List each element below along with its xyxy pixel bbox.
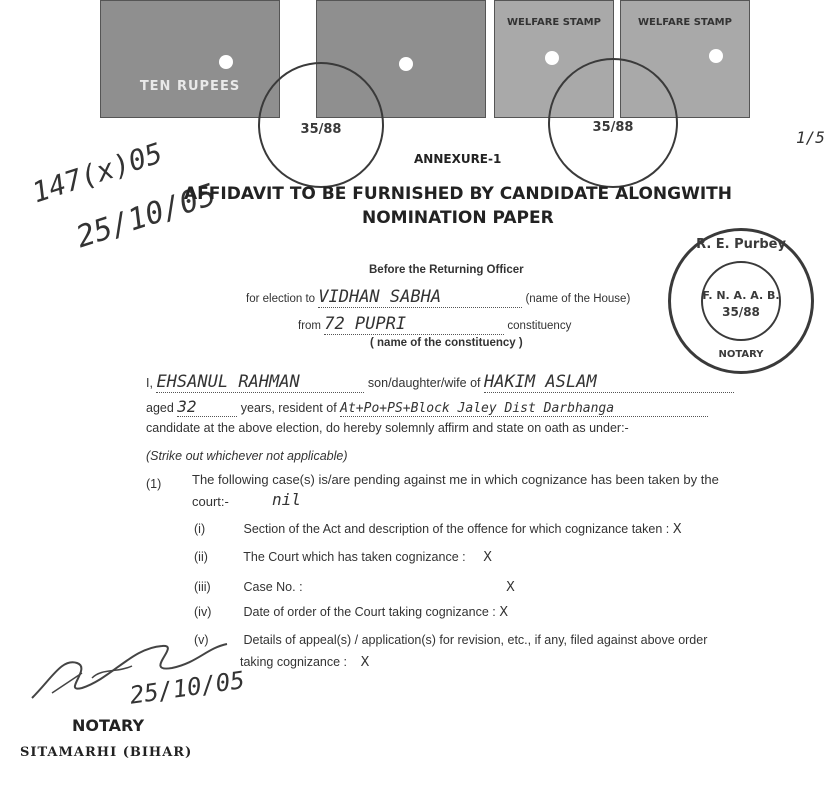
clause-item-mark: X	[483, 550, 492, 565]
clause-item-5	[194, 633, 707, 647]
court-fee-stamp-1	[100, 0, 280, 118]
notary-round-seal	[668, 228, 814, 374]
returning-officer-heading: Before the Returning Officer	[369, 264, 524, 276]
notary-seal-code: F. N. A. A. B.	[702, 289, 780, 302]
age-field	[177, 397, 237, 417]
notary-label: NOTARY	[72, 716, 145, 735]
document-title-line1: AFFIDAVIT TO BE FURNISHED BY CANDIDATE ALONGWITH	[184, 184, 732, 204]
constituency-suffix: constituency	[507, 320, 572, 332]
stamp-punch-hole	[545, 51, 559, 65]
clause-item-number: (v)	[194, 633, 209, 647]
clause-item-text: Case No. :	[243, 580, 303, 594]
address-value: At+Po+PS+Block Jaley Dist Darbhanga	[340, 401, 615, 416]
notary-seal-bottom-text: NOTARY	[718, 349, 764, 360]
election-value: VIDHAN SABHA	[318, 287, 442, 307]
strike-instruction: (Strike out whichever not applicable)	[146, 449, 348, 463]
deponent-name-field	[156, 372, 364, 393]
stamp-punch-hole	[709, 49, 723, 63]
clause-item-number: (iv)	[194, 605, 212, 619]
stamp-cancellation-seal-2	[548, 58, 678, 188]
welfare-stamp-label: WELFARE STAMP	[507, 17, 601, 28]
margin-date-note: 25/10/05	[72, 177, 221, 256]
clause-item-2	[194, 550, 492, 565]
deponent-line	[146, 372, 734, 393]
document-title-line2: NOMINATION PAPER	[362, 208, 554, 228]
declaration-line: candidate at the above election, do hereby solemnly affirm and state on oath as under:-	[146, 421, 629, 435]
clause-item-mark: X	[506, 580, 515, 595]
father-name: HAKIM ASLAM	[483, 372, 597, 392]
election-line	[246, 287, 630, 308]
clause-item-mark: X	[672, 522, 682, 537]
clause-1-number: (1)	[146, 477, 162, 491]
constituency-value: 72 PUPRI	[324, 314, 407, 334]
constituency-value-field	[324, 314, 504, 335]
address-field	[340, 401, 708, 417]
constituency-line	[298, 314, 571, 335]
case-reference-note: 147(x)05	[28, 136, 167, 210]
stamp-cancellation-seal-1	[258, 62, 384, 188]
election-prefix: for election to	[246, 293, 316, 305]
aged-label: aged	[146, 401, 174, 415]
clause-item-text: Date of order of the Court taking cognizance :	[243, 605, 496, 619]
clause-item-3	[194, 580, 515, 595]
stamp-punch-hole	[219, 55, 233, 69]
clause-item-5-line2	[240, 655, 369, 670]
stamp-value-text: TEN RUPEES	[139, 79, 241, 94]
welfare-stamp-label: WELFARE STAMP	[638, 17, 732, 28]
clause-item-number: (iii)	[194, 580, 211, 594]
clause-item-text: The Court which has taken cognizance :	[243, 550, 466, 564]
clause-item-text: Details of appeal(s) / application(s) for revision, etc., if any, filed against above order	[243, 633, 708, 647]
constituency-note: ( name of the constituency )	[370, 337, 523, 349]
clause-item-text: taking cognizance :	[240, 655, 348, 669]
clause-1-text: The following case(s) is/are pending against me in which cognizance has been taken by the	[192, 472, 719, 487]
seal-code-text: 35/88	[592, 120, 634, 135]
i-prefix: I,	[146, 376, 153, 390]
signature-date: 25/10/05	[128, 665, 247, 710]
years-label: years, resident of	[240, 401, 337, 415]
election-value-field	[318, 287, 522, 308]
notary-seal-number: 35/88	[722, 305, 760, 319]
notary-place: SITAMARHI (BIHAR)	[20, 745, 193, 760]
stamp-punch-hole	[399, 57, 413, 71]
notary-seal-name: R. E. Purbey	[696, 237, 786, 252]
clause-item-mark: X	[499, 605, 509, 620]
from-prefix: from	[298, 320, 321, 332]
father-name-field	[484, 372, 734, 393]
clause-1-text-line2: court:-	[192, 494, 229, 509]
clause-item-number: (i)	[194, 522, 206, 536]
clause-item-text: Section of the Act and description of the offence for which cognizance taken :	[243, 522, 670, 536]
election-suffix: (name of the House)	[525, 293, 631, 305]
seal-code-text: 35/88	[300, 122, 342, 137]
age-address-line	[146, 397, 708, 417]
relation-label: son/daughter/wife of	[367, 376, 481, 390]
annexure-label: ANNEXURE-1	[414, 152, 502, 166]
clause-item-1	[194, 522, 682, 537]
age-value: 32	[177, 397, 197, 416]
clause-1-nil-note: nil	[272, 490, 301, 509]
corner-mark: 1/5	[796, 128, 825, 147]
deponent-name: EHSANUL RAHMAN	[156, 372, 300, 392]
clause-item-number: (ii)	[194, 550, 208, 564]
clause-item-mark: X	[360, 655, 370, 670]
